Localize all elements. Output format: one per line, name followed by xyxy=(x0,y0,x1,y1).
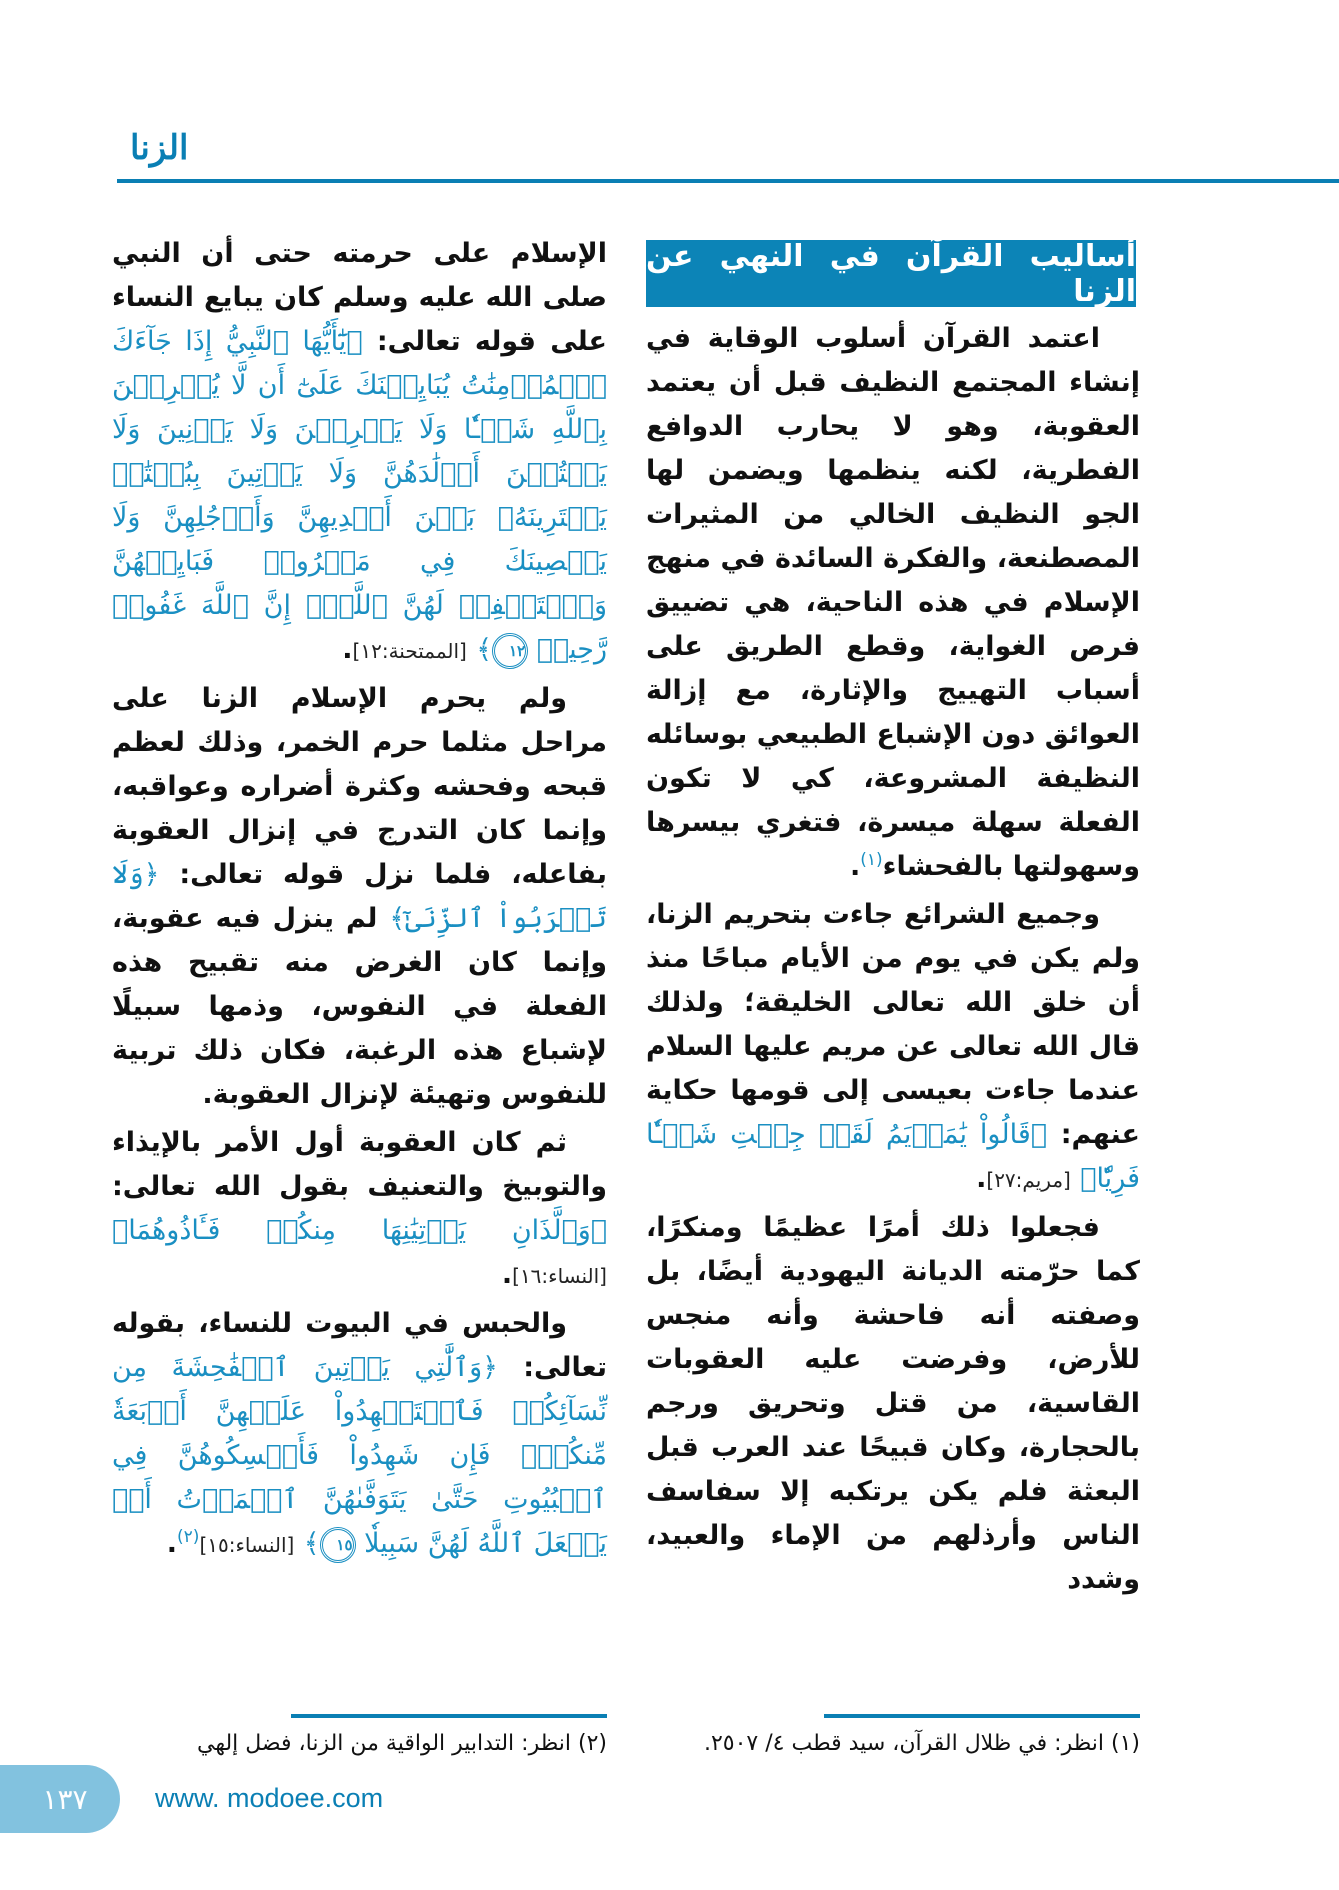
right-column-footnotes xyxy=(646,1706,1140,1760)
paragraph-text: ثم كان العقوبة أول الأمر بالإيذاء والتوبيخ والتعنيف بقول الله تعالى: xyxy=(112,1127,607,1202)
quran-close-bracket-icon: ﴾ xyxy=(112,1215,129,1246)
quran-open-bracket-icon: ﴿ xyxy=(482,1352,498,1383)
left-column xyxy=(112,232,607,1760)
footnote-ref[interactable]: (١) xyxy=(860,850,883,870)
quran-open-bracket-icon: ﴿ xyxy=(143,859,160,890)
paragraph xyxy=(112,1121,607,1298)
punctuation: . xyxy=(849,851,861,882)
left-column-footnotes xyxy=(112,1706,607,1760)
verse-text: يَٰٓأَيُّهَا ٱلنَّبِيُّ إِذَا جَآءَكَ ٱلۡمُؤۡمِنَٰتُ يُبَايِعۡنَكَ عَلَىٰٓ أَن لَّا يُشۡرِكۡنَ بِٱللَّهِ شَيۡـٔٗا وَلَا يَسۡرِقۡنَ وَلَا يَزۡنِينَ وَلَا يَقۡتُلۡنَ أَوۡلَٰدَهُنَّ وَلَا يَأۡتِينَ بِبُهۡتَٰنٖ يَفۡتَرِينَهُۥ بَيۡنَ أَيۡدِيهِنَّ وَأَرۡجُلِهِنَّ وَلَا يَعۡصِينَكَ فِي مَعۡرُوفٖ فَبَايِعۡهُنَّ وَٱسۡتَغۡفِرۡ لَهُنَّ ٱللَّهَۚ إِنَّ ٱللَّهَ غَفُورٞ رَّحِيمٞ xyxy=(112,326,607,665)
verse-text: وَٱلَّذَانِ يَأۡتِيَٰنِهَا مِنكُمۡ فَـَٔاذُوهُمَا xyxy=(128,1215,591,1246)
quran-open-bracket-icon: ﴿ xyxy=(346,326,363,357)
paragraph-text: الإسلام على حرمته حتى أن النبي صلى الله عليه وسلم كان يبايع النساء على قوله تعالى: xyxy=(112,238,608,357)
footnote-2: (٢) انظر: التدابير الواقية من الزنا، فضل إلهي xyxy=(196,1731,607,1756)
quran-close-bracket-icon: ﴾ xyxy=(389,903,406,934)
quran-close-bracket-icon: ﴾ xyxy=(476,634,493,665)
paragraph xyxy=(646,317,1140,889)
quran-verse xyxy=(112,1215,607,1246)
section-title xyxy=(646,240,1136,307)
footnote-rule xyxy=(291,1714,607,1718)
page-number: ١٣٧ xyxy=(42,1782,88,1816)
quran-verse xyxy=(112,326,607,665)
page-number-tab xyxy=(0,1765,120,1833)
section-title-text: أساليب القرآن في النهي عن الزنا xyxy=(646,238,1136,309)
paragraph-text: لم ينزل فيه عقوبة، وإنما كان الغرض منه تقبيح هذه الفعلة في النفوس، وذمها سبيلًا لإشباع هذه الرغبة، فكان ذلك تربية للنفوس وتهيئة لإنزال العقوبة. xyxy=(112,903,607,1110)
ayah-number-icon: ١٥ xyxy=(320,1527,356,1563)
ayah-number-icon: ١٢ xyxy=(492,633,528,669)
punctuation: . xyxy=(166,1528,178,1559)
right-column-body xyxy=(646,240,1140,1706)
paragraph xyxy=(112,677,607,1117)
paragraph-text: ولم يحرم الإسلام الزنا على مراحل مثلما حرم الخمر، وذلك لعظم قبحه وفحشه وكثرة أضراره وعواقبه، وإنما كان التدرج في إنزال العقوبة بفاعله، فلما نزل قوله تعالى: xyxy=(112,683,607,890)
verse-text: وَلَا تَقۡرَبُواْ ٱلزِّنَىٰٓ xyxy=(112,859,607,934)
paragraph xyxy=(112,232,607,673)
right-column xyxy=(646,240,1140,1760)
paragraph-text: والحبس في البيوت للنساء، بقوله تعالى: xyxy=(112,1308,608,1383)
paragraph xyxy=(112,1302,607,1567)
footnote-rule xyxy=(824,1714,1140,1718)
verse-reference: [مريم:٢٧] xyxy=(986,1168,1071,1192)
quran-close-bracket-icon: ﴾ xyxy=(303,1528,320,1559)
verse-text: قَالُواْ يَٰمَرۡيَمُ لَقَدۡ جِئۡتِ شَيۡـٔٗا فَرِيّٗا xyxy=(646,1119,1140,1194)
footnote-ref[interactable]: (٢) xyxy=(177,1527,200,1547)
verse-reference: [النساء:١٦] xyxy=(512,1264,607,1288)
punctuation: . xyxy=(501,1259,513,1290)
verse-text: وَٱلَّٰتِي يَأۡتِينَ ٱلۡفَٰحِشَةَ مِن نِّسَآئِكُمۡ فَٱسۡتَشۡهِدُواْ عَلَيۡهِنَّ أَرۡبَعَةٗ مِّنكُمۡۖ فَإِن شَهِدُواْ فَأَمۡسِكُوهُنَّ فِي ٱلۡبُيُوتِ حَتَّىٰ يَتَوَفَّىٰهُنَّ ٱلۡمَوۡتُ أَوۡ يَجۡعَلَ ٱللَّهُ لَهُنَّ سَبِيلٗا xyxy=(112,1352,607,1559)
quran-close-bracket-icon: ﴾ xyxy=(1080,1163,1097,1194)
running-head-title: الزنا xyxy=(130,128,189,168)
verse-reference: [الممتحنة:١٢] xyxy=(352,639,467,663)
header-rule xyxy=(117,179,1339,183)
quran-open-bracket-icon: ﴿ xyxy=(590,1215,607,1246)
website-link[interactable]: www. modoee.com xyxy=(155,1783,384,1813)
verse-reference: [النساء:١٥] xyxy=(199,1533,295,1557)
quran-open-bracket-icon: ﴿ xyxy=(1030,1119,1047,1150)
footnote-1: (١) انظر: في ظلال القرآن، سيد قطب ٤/ ٢٥٠٧. xyxy=(703,1731,1140,1756)
paragraph-text: وجميع الشرائع جاءت بتحريم الزنا، ولم يكن في يوم من الأيام مباحًا منذ أن خلق الله تعالى الخليقة؛ ولذلك قال الله تعالى عن مريم عليها السلام عندما جاءت بعيسى إلى قومها حكاية عنهم: xyxy=(646,899,1140,1150)
punctuation: . xyxy=(342,634,353,665)
punctuation: . xyxy=(976,1163,987,1194)
paragraph-text: اعتمد القرآن أسلوب الوقاية في إنشاء المجتمع النظيف قبل أن يعتمد العقوبة، وهو لا يحارب الدوافع الفطرية، لكنه ينظمها ويضمن لها الجو النظيف الخالي من المثيرات المصطنعة، والفكرة السائدة في منهج الإسلام في هذه الناحية، هي تضييق فرص الغواية، وقطع الطريق على أسباب التهييج والإثارة، مع إزالة العوائق دون الإشباع الطبيعي بوسائله النظيفة المشروعة، كي لا تكون الفعلة سهلة ميسرة، فتغري بيسرها وسهولتها بالفحشاء xyxy=(646,323,1140,882)
left-column-body xyxy=(112,232,607,1706)
paragraph xyxy=(646,1206,1140,1602)
paragraph-text: فجعلوا ذلك أمرًا عظيمًا ومنكرًا، كما حرّمته الديانة اليهودية أيضًا، بل وصفته أنه فاحشة وأنه منجس للأرض، وفرضت عليه العقوبات القاسية، من قتل وتحريق ورجم بالحجارة، وكان قبيحًا عند العرب قبل البعثة فلم يكن يرتكبه إلا سفاسف الناس وأرذلهم من الإماء والعبيد، وشدد xyxy=(646,1212,1140,1595)
paragraph xyxy=(646,893,1140,1202)
